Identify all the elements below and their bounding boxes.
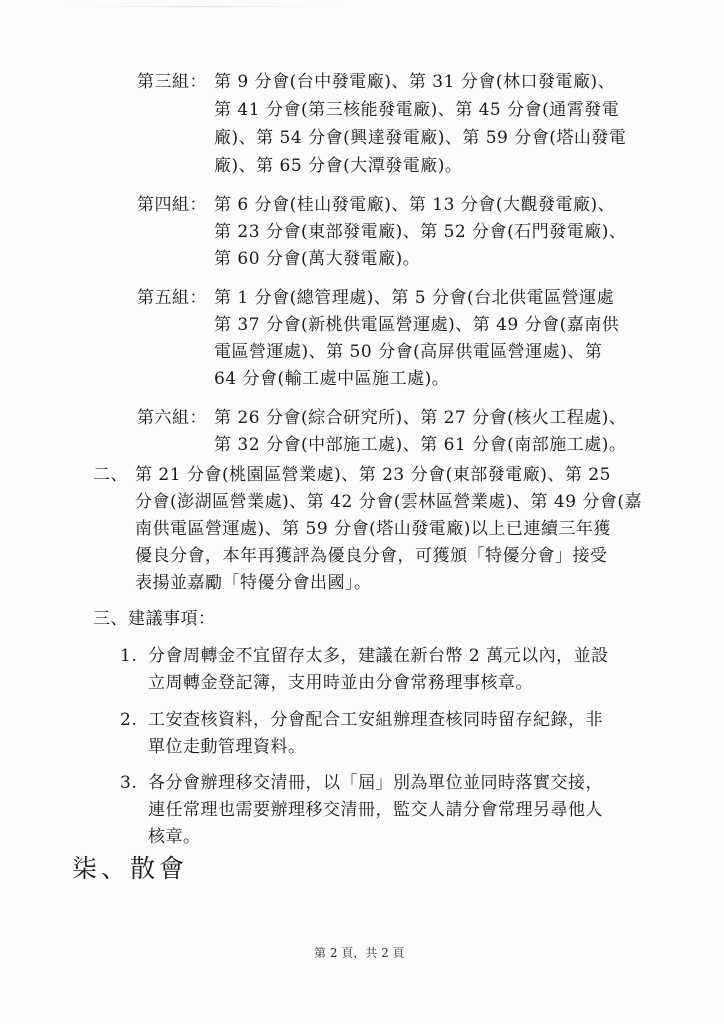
item-3-line-3: 核章。	[148, 827, 201, 847]
item-3-line-1: 各分會辦理移交清冊，以「屆」別為單位並同時落實交接，	[148, 773, 603, 793]
group-3-line-2: 第 41 分會(第三核能發電廠)、第 45 分會(通霄發電	[214, 100, 620, 120]
group-4-line-1: 第 6 分會(桂山發電廠)、第 13 分會(大觀發電廠)、	[214, 195, 616, 215]
closing-heading: 柒、散會	[72, 854, 189, 883]
scan-artifact	[60, 6, 340, 7]
group-4-line-2: 第 23 分會(東部發電廠)、第 52 分會(石門發電廠)、	[214, 222, 627, 242]
item-3-line-2: 連任常理也需要辦理移交清冊，監交人請分會常理另尋他人	[148, 800, 603, 820]
item-1-line-1: 分會周轉金不宜留存太多，建議在新台幣 2 萬元以內，並設	[148, 646, 609, 666]
section-two-line-2: 分會(澎湖區營業處)、第 42 分會(雲林區營業處)、第 49 分會(嘉	[135, 492, 643, 512]
group-6-line-2: 第 32 分會(中部施工處)、第 61 分會(南部施工處)。	[214, 435, 627, 455]
group-5-line-1: 第 1 分會(總管理處)、第 5 分會(台北供電區營運處	[214, 288, 615, 308]
group-5-line-3: 電區營運處)、第 50 分會(高屏供電區營運處)、第	[214, 342, 603, 362]
section-two-line-5: 表揚並嘉勵「特優分會出國」。	[135, 573, 372, 593]
section-three-title: 三、建議事項：	[93, 609, 216, 629]
item-3-number: 3.	[120, 773, 138, 793]
group-3-line-3: 廠)、第 54 分會(興達發電廠)、第 59 分會(塔山發電	[214, 128, 627, 148]
section-two-line-4: 優良分會，本年再獲評為優良分會，可獲頒「特優分會」接受	[135, 546, 608, 566]
group-3-line-4: 廠)、第 65 分會(大潭發電廠)。	[214, 156, 463, 176]
section-two-marker: 二、	[93, 465, 128, 485]
section-two-line-3: 南供電區營運處)、第 59 分會(塔山發電廠)以上已連續三年獲	[135, 519, 611, 539]
item-1-line-2: 立周轉金登記簿，支用時並由分會常務理事核章。	[148, 673, 533, 693]
item-1-number: 1.	[120, 646, 138, 666]
item-2-line-2: 單位走動管理資料。	[148, 737, 306, 757]
page-footer: 第 2 頁，共 2 頁	[314, 946, 405, 960]
group-4-label: 第四組：	[137, 195, 207, 215]
item-2-line-1: 工安查核資料，分會配合工安組辦理查核同時留存紀錄，非	[148, 710, 603, 730]
group-5-line-4: 64 分會(輸工處中區施工處)。	[214, 369, 450, 389]
group-4-line-3: 第 60 分會(萬大發電廠)。	[214, 249, 421, 269]
group-6-line-1: 第 26 分會(綜合研究所)、第 27 分會(核火工程處)、	[214, 408, 627, 428]
group-6-label: 第六組：	[137, 408, 207, 428]
group-3-line-1: 第 9 分會(台中發電廠)、第 31 分會(林口發電廠)、	[214, 72, 616, 92]
section-two-line-1: 第 21 分會(桃園區營業處)、第 23 分會(東部發電廠)、第 25	[135, 465, 611, 485]
group-5-label: 第五組：	[137, 288, 207, 308]
group-3-label: 第三組：	[137, 72, 207, 92]
item-2-number: 2.	[120, 710, 138, 730]
group-5-line-2: 第 37 分會(新桃供電區營運處)、第 49 分會(嘉南供	[214, 315, 620, 335]
